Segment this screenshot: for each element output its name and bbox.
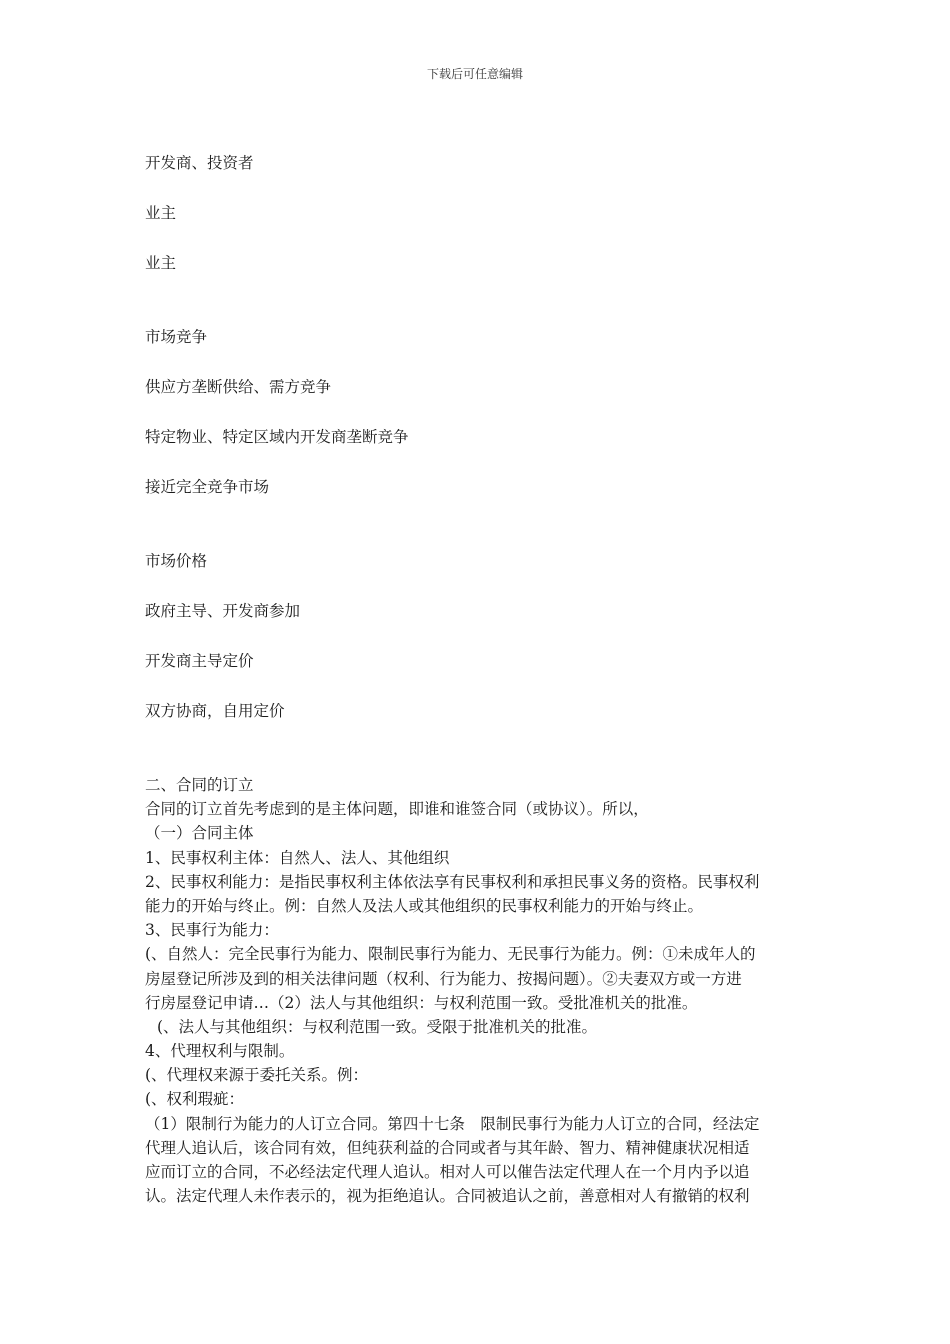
body-line: 行房屋登记申请…（2）法人与其他组织：与权利范围一致。受批准机关的批准。: [145, 993, 698, 1012]
section-heading: 二、合同的订立: [145, 776, 254, 794]
subject-owner-1: 业主: [145, 204, 177, 222]
body-line: 2、民事权利能力：是指民事权利主体依法享有民事权利和承担民事义务的资格。民事权利: [145, 872, 760, 891]
subsection-heading: （一）合同主体: [145, 824, 254, 843]
body-line: (、权利瑕疵：: [145, 1090, 245, 1109]
competition-item-1: 供应方垄断供给、需方竞争: [145, 378, 332, 396]
competition-item-3: 接近完全竞争市场: [145, 478, 270, 496]
body-line: 代理人追认后，该合同有效，但纯获利益的合同或者与其年龄、智力、精神健康状况相适: [145, 1138, 750, 1157]
body-line: (、代理权来源于委托关系。例：: [145, 1066, 369, 1085]
pricing-heading: 市场价格: [145, 552, 208, 570]
body-line: 房屋登记所涉及到的相关法律问题（权利、行为能力、按揭问题）。②夫妻双方或一方进: [145, 969, 742, 988]
competition-item-2: 特定物业、特定区域内开发商垄断竞争: [145, 428, 409, 446]
body-line: (、法人与其他组织：与权利范围一致。受限于批准机关的批准。: [157, 1017, 598, 1036]
body-line: 1、民事权利主体：自然人、法人、其他组织: [145, 848, 450, 867]
body-line: 4、代理权利与限制。: [145, 1042, 295, 1061]
pricing-item-1: 政府主导、开发商参加: [145, 602, 301, 620]
page-header: 下载后可任意编辑: [426, 67, 523, 81]
subject-owner-2: 业主: [145, 254, 177, 272]
body-line: 能力的开始与终止。例：自然人及法人或其他组织的民事权利能力的开始与终止。: [145, 896, 704, 915]
body-line: 合同的订立首先考虑到的是主体问题，即谁和谁签合同（或协议）。所以，: [145, 800, 649, 819]
body-text: [145, 773, 810, 1208]
competition-heading: 市场竞争: [145, 328, 208, 346]
body-line: 3、民事行为能力：: [145, 921, 279, 940]
body-line: 应而订立的合同，不必经法定代理人追认。相对人可以催告法定代理人在一个月内予以追: [145, 1163, 750, 1181]
body-line: 认。法定代理人未作表示的，视为拒绝追认。合同被追认之前，善意相对人有撤销的权利: [145, 1187, 750, 1206]
body-line: （1）限制行为能力的人订立合同。第四十七条 限制民事行为能力人订立的合同，经法定: [145, 1114, 760, 1133]
subject-developer: 开发商、投资者: [145, 154, 254, 172]
pricing-item-2: 开发商主导定价: [145, 652, 254, 670]
body-line: (、自然人：完全民事行为能力、限制民事行为能力、无民事行为能力。例：①未成年人的: [145, 945, 756, 964]
pricing-item-3: 双方协商，自用定价: [145, 702, 285, 720]
